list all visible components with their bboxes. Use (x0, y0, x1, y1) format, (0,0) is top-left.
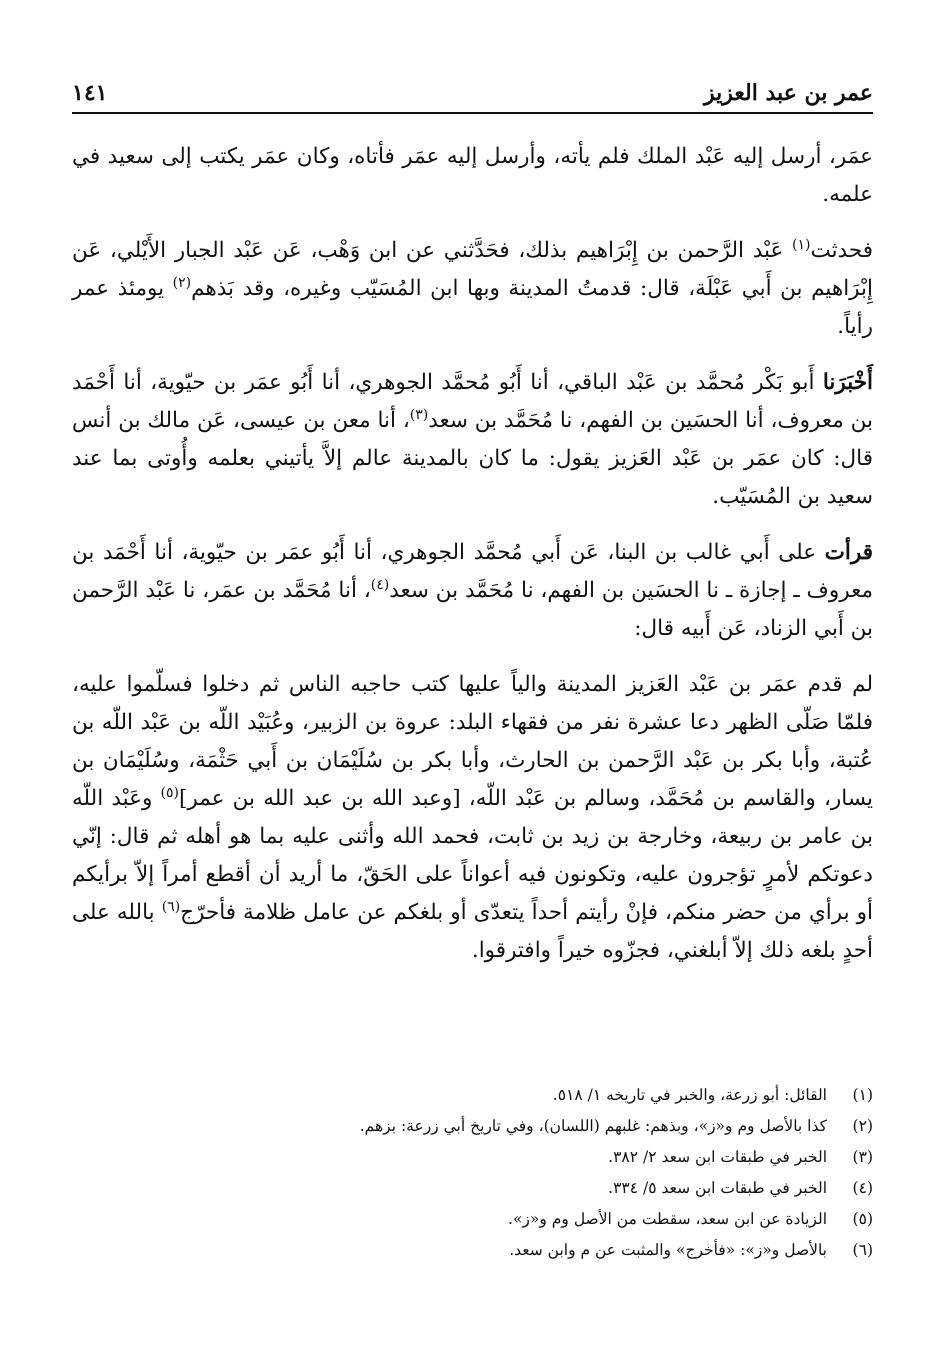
paragraph-text: لم قدم عمَر بن عَبْد العَزيز المدينة والياً عليها كتب حاجبه الناس ثم دخلوا فسلّموا عليه، فلمّا صَلّى الظهر دعا عشرة نفر من فقهاء البلد: عروة بن الزبير، وعُبَيْد اللّه بن عَبْد اللّه بن عُتبة، وأبا بكر بن عَبْد الرَّحمن بن الحارث، وأبا بكر بن سُلَيْمَان بن أَبي حَثْمَة، وسُلَيْمَان بن يسار، والقاسم بن مُحَمَّد، وسالم بن عَبْد اللّه، [وعبد الله بن عبد الله بن عمر] (72, 672, 873, 811)
paragraph-text: ، أنا مُحَمَّد بن عمَر، نا عَبْد الرَّحمن بن أَبي الزناد، عَن أَبيه قال: (72, 578, 873, 641)
paragraph-text: أَبو بَكْر مُحمَّد بن عَبْد الباقي، أنا أَبُو مُحمَّد الجوهري، أنا أَبُو عمَر بن حيّوية، أنا أَحْمَد بن معروف، أنا الحسَين بن الفهم، نا مُحَمَّد بن سعد (72, 370, 873, 433)
paragraph-text: يومئذ عمر رأياً. (72, 276, 873, 339)
footnote-ref-6[interactable]: (٦) (161, 898, 181, 915)
footnote-item (72, 1235, 873, 1266)
paragraph-5 (72, 666, 873, 970)
footnote-ref-1[interactable]: (١) (791, 236, 811, 253)
footnote-number: (٦) (852, 1241, 873, 1259)
paragraph-text: عمَر، أرسل إليه عَبْد الملك فلم يأته، وأرسل إليه عمَر فأتاه، وكان عمَر يكتب إلى سعيد في علمه. (72, 144, 873, 207)
lead-word: أَخْبَرَنا (822, 370, 873, 395)
paragraph-text: ، أنا معن بن عيسى، عَن مالك بن أنس قال: كان عمَر بن عَبْد العَزيز يقول: ما كان بالمدينة عالم إلاَّ يأتيني بعلمه وأُوتى بما عند سعيد بن المُسَيّب. (72, 408, 873, 509)
footnote-text: الخبر في طبقات ابن سعد ٥/ ٣٣٤. (608, 1179, 827, 1197)
page-header (72, 78, 873, 114)
footnote-number: (٢) (852, 1117, 873, 1135)
lead-word: قرأت (824, 540, 873, 565)
footnote-item (72, 1173, 873, 1204)
running-head: عمر بن عبد العزيز (704, 80, 873, 106)
paragraph-text: على أَبي غالب بن البنا، عَن أَبي مُحمَّد الجوهري، أنا أَبُو عمَر بن حيّوية، أنا أَحْمَد بن معروف ـ إجازة ـ نا الحسَين بن الفهم، نا مُحَمَّد بن سعد (72, 540, 873, 603)
footnote-item (72, 1080, 873, 1111)
footnote-ref-5[interactable]: (٥) (160, 784, 179, 801)
paragraph-1 (72, 138, 873, 214)
paragraph-text: بالله على أحدٍ بلغه ذلك إلاّ أبلغني، فجزّوه خيراً وافترقوا. (72, 900, 873, 963)
paragraph-text: عَبْد الرَّحمن بن إِبْرَاهيم بذلك، فحَدَّثني عن ابن وَهْب، عَن عَبْد الجبار الأَيْلي، عَن إِبْرَاهيم بن أَبي عَبْلَة، قال: قدمتُ المدينة وبها ابن المُسَيّب وغيره، وقد بَذهم (72, 238, 873, 301)
footnote-text: الخبر في طبقات ابن سعد ٢/ ٣٨٢. (608, 1148, 827, 1166)
footnote-ref-2[interactable]: (٢) (172, 274, 192, 291)
footnote-item (72, 1111, 873, 1142)
footnote-number: (٤) (852, 1179, 873, 1197)
footnote-item (72, 1204, 873, 1235)
footnote-text: القائل: أبو زرعة، والخبر في تاريخه ١/ ٥١٨. (552, 1086, 827, 1104)
footnote-ref-4[interactable]: (٤) (370, 576, 390, 593)
footnote-number: (٣) (852, 1148, 873, 1166)
footnote-text: الزيادة عن ابن سعد، سقطت من الأصل وم و«ز». (508, 1210, 827, 1228)
footnote-number: (٥) (852, 1210, 873, 1228)
footnote-number: (١) (852, 1086, 873, 1104)
footnote-ref-3[interactable]: (٣) (409, 406, 429, 423)
paragraph-text: وعَبْد اللّه بن عامر بن ربيعة، وخارجة بن زيد بن ثابت، فحمد الله وأثنى عليه بما هو أهله ثم قال: إنّي دعوتكم لأمرٍ تؤجرون عليه، وتكونون فيه أعواناً على الحَقّ، ما أريد أن أقطع أمراً إلاّ برأيكم أو برأي من حضر منكم، فإنْ رأيتم أحداً يتعدّى أو بلغكم عن عامل ظلامة فأحرّج (72, 786, 874, 925)
footnote-text: كذا بالأصل وم و«ز»، وبذهم: غلبهم (اللسان)، وفي تاريخ أبي زرعة: بزهم. (359, 1117, 827, 1135)
page-number: ١٤١ (72, 80, 108, 106)
footnote-text: بالأصل و«ز»: «فأخرج» والمثبت عن م وابن سعد. (509, 1241, 827, 1259)
paragraph-3 (72, 364, 873, 516)
paragraph-2 (72, 232, 873, 346)
footnotes (72, 1080, 873, 1266)
paragraph-text: فحدثت (810, 238, 873, 263)
footnote-item (72, 1142, 873, 1173)
main-text (72, 138, 873, 988)
paragraph-4 (72, 534, 873, 648)
